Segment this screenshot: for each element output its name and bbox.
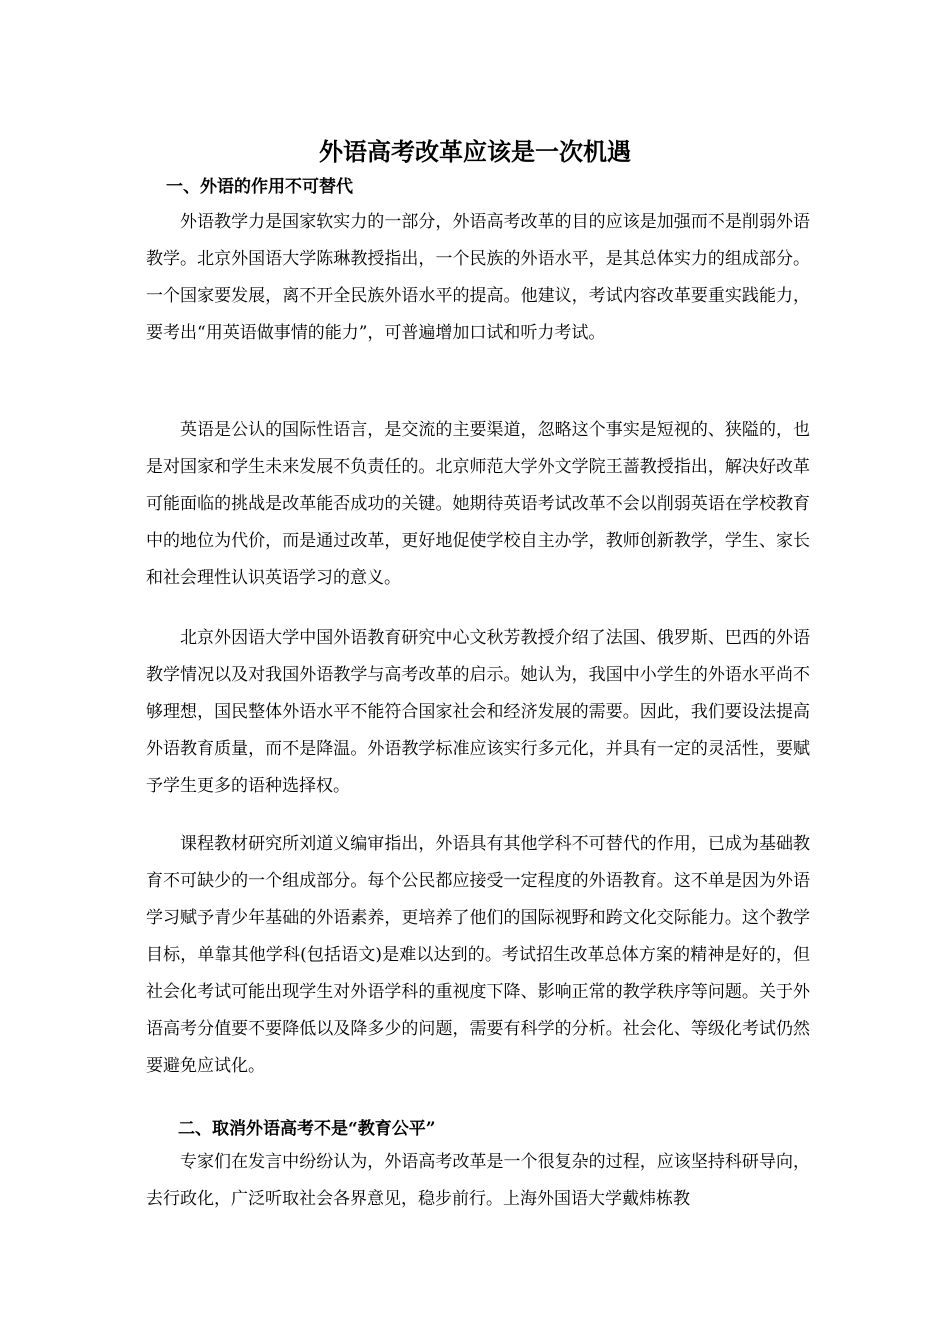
section-1-heading: 一、外语的作用不可替代 xyxy=(166,177,353,197)
paragraph: 北京外因语大学中国外语教育研究中心文秋芳教授介绍了法国、俄罗斯、巴西的外语教学情况以及对我国外语教学与高考改革的启示。她认为，我国中小学生的外语水平尚不够理想，国民整体外语水平不能符合国家社会和经济发展的需要。因此，我们要设法提高外语教育质量，而不是降温。外语教学标准应该实行多元化，并具有一定的灵活性，要赋予学生更多的语种选择权。 xyxy=(146,628,810,796)
section-2-heading: 二、取消外语高考不是“教育公平” xyxy=(178,1119,436,1139)
paragraph: 外语教学力是国家软实力的一部分，外语高考改革的目的应该是加强而不是削弱外语教学。北京外国语大学陈琳教授指出，一个民族的外语水平，是其总体实力的组成部分。一个国家要发展，离不开全民族外语水平的提高。他建议，考试内容改革要重实践能力，要考出“用英语做事情的能力”，可普遍增加口试和听力考试。 xyxy=(146,212,810,343)
paragraph: 课程教材研究所刘道义编审指出，外语具有其他学科不可替代的作用，已成为基础教育不可缺少的一个组成部分。每个公民都应接受一定程度的外语教育。这不单是因为外语学习赋予青少年基础的外语素养，更培养了他们的国际视野和跨文化交际能力。这个教学目标，单靠其他学科(包括语文)是难以达到的。考试招生改革总体方案的精神是好的，但社会化考试可能出现学生对外语学科的重视度下降、影响正常的教学秩序等问题。关于外语高考分值要不要降低以及降多少的问题，需要有科学的分析。社会化、等级化考试仍然要避免应试化。 xyxy=(146,834,810,1076)
paragraph: 英语是公认的国际性语言，是交流的主要渠道，忽略这个事实是短视的、狭隘的，也是对国家和学生未来发展不负责任的。北京师范大学外文学院王蔷教授指出，解决好改革可能面临的挑战是改革能否成功的关键。她期待英语考试改革不会以削弱英语在学校教育中的地位为代价，而是通过改革，更好地促使学校自主办学，教师创新教学，学生、家长和社会理性认识英语学习的意义。 xyxy=(146,420,810,588)
paragraph: 专家们在发言中纷纷认为，外语高考改革是一个很复杂的过程，应该坚持科研导向，去行政化，广泛听取社会各界意见，稳步前行。上海外国语大学戴炜栋教 xyxy=(146,1152,810,1209)
document-title: 外语高考改革应该是一次机遇 xyxy=(319,137,631,166)
